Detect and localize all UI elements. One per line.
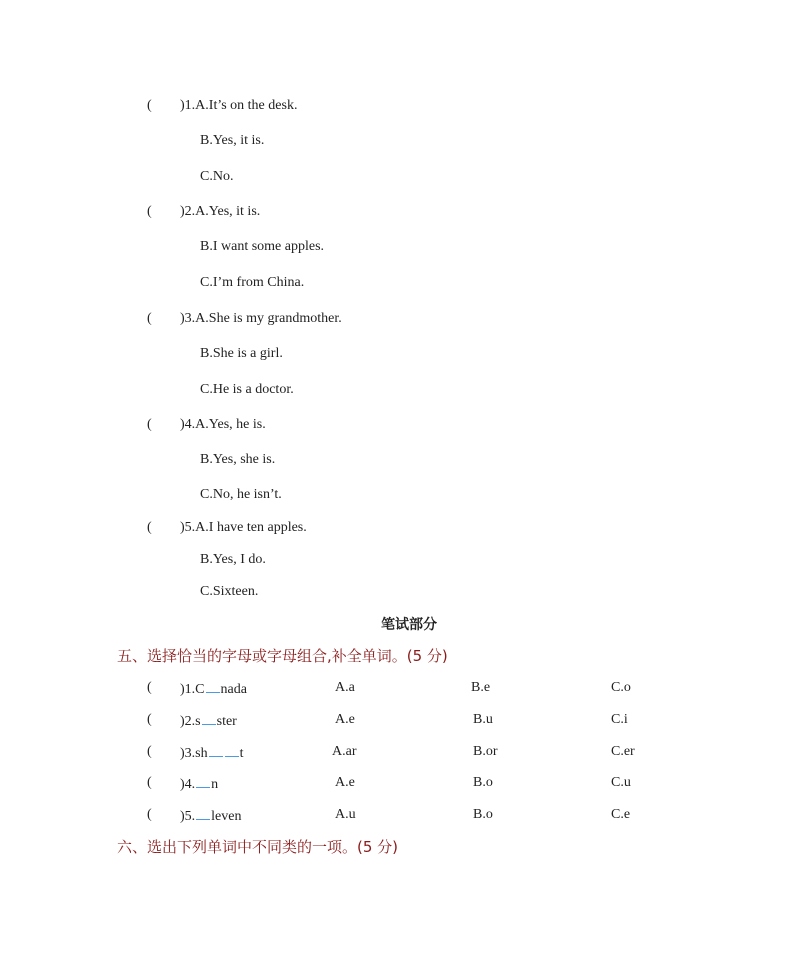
option-b: B.u bbox=[473, 712, 493, 727]
question-2-option-b: B.I want some apples. bbox=[200, 239, 325, 254]
fill-word-1: )1.C nada bbox=[180, 682, 247, 697]
fill-word-3: )3.sh t bbox=[180, 746, 244, 761]
fill-word-2: )2.s ster bbox=[180, 714, 237, 729]
question-3-option-c: C.He is a doctor. bbox=[200, 382, 294, 397]
answer-paren-open: ( bbox=[147, 807, 152, 822]
answer-paren-open: ( bbox=[147, 775, 152, 790]
option-c: C.i bbox=[611, 712, 628, 727]
answer-paren-open: ( bbox=[147, 417, 152, 432]
answer-paren-open: ( bbox=[147, 520, 152, 535]
question-4-option-c: C.No, he isn’t. bbox=[200, 487, 282, 502]
question-5-option-a: )5.A.I have ten apples. bbox=[180, 520, 307, 535]
blank-line[interactable] bbox=[202, 712, 216, 725]
question-2-option-c: C.I’m from China. bbox=[200, 275, 305, 290]
option-c: C.u bbox=[611, 775, 631, 790]
question-5-option-b: B.Yes, I do. bbox=[200, 552, 266, 567]
option-b: B.e bbox=[471, 680, 491, 695]
section-6-heading: 六、选出下列单词中不同类的一项。(5 分) bbox=[117, 838, 399, 856]
option-b: B.o bbox=[473, 775, 493, 790]
answer-paren-open: ( bbox=[147, 311, 152, 326]
question-1-option-a: )1.A.It’s on the desk. bbox=[180, 98, 298, 113]
option-a: A.u bbox=[335, 807, 356, 822]
question-2-option-a: )2.A.Yes, it is. bbox=[180, 204, 261, 219]
section-5-heading: 五、选择恰当的字母或字母组合,补全单词。(5 分) bbox=[117, 647, 448, 665]
fill-word-4: )4. n bbox=[180, 777, 219, 792]
written-section-title: 笔试部分 bbox=[381, 617, 437, 633]
question-5-option-c: C.Sixteen. bbox=[200, 584, 259, 599]
answer-paren-open: ( bbox=[147, 680, 152, 695]
option-a: A.a bbox=[335, 680, 355, 695]
option-a: A.e bbox=[335, 712, 355, 727]
option-b: B.or bbox=[473, 744, 498, 759]
blank-line[interactable] bbox=[206, 680, 220, 693]
question-4-option-a: )4.A.Yes, he is. bbox=[180, 417, 266, 432]
option-a: A.ar bbox=[332, 744, 357, 759]
blank-line[interactable] bbox=[196, 775, 210, 788]
option-a: A.e bbox=[335, 775, 355, 790]
option-b: B.o bbox=[473, 807, 493, 822]
blank-line[interactable] bbox=[196, 807, 210, 820]
question-1-option-c: C.No. bbox=[200, 169, 234, 184]
answer-paren-open: ( bbox=[147, 204, 152, 219]
answer-paren-open: ( bbox=[147, 744, 152, 759]
question-4-option-b: B.Yes, she is. bbox=[200, 452, 276, 467]
question-3-option-b: B.She is a girl. bbox=[200, 346, 283, 361]
answer-paren-open: ( bbox=[147, 98, 152, 113]
option-c: C.e bbox=[611, 807, 631, 822]
question-3-option-a: )3.A.She is my grandmother. bbox=[180, 311, 342, 326]
option-c: C.o bbox=[611, 680, 631, 695]
answer-paren-open: ( bbox=[147, 712, 152, 727]
blank-line[interactable] bbox=[225, 744, 239, 757]
fill-word-5: )5. leven bbox=[180, 809, 242, 824]
blank-line[interactable] bbox=[209, 744, 223, 757]
question-1-option-b: B.Yes, it is. bbox=[200, 133, 265, 148]
option-c: C.er bbox=[611, 744, 635, 759]
